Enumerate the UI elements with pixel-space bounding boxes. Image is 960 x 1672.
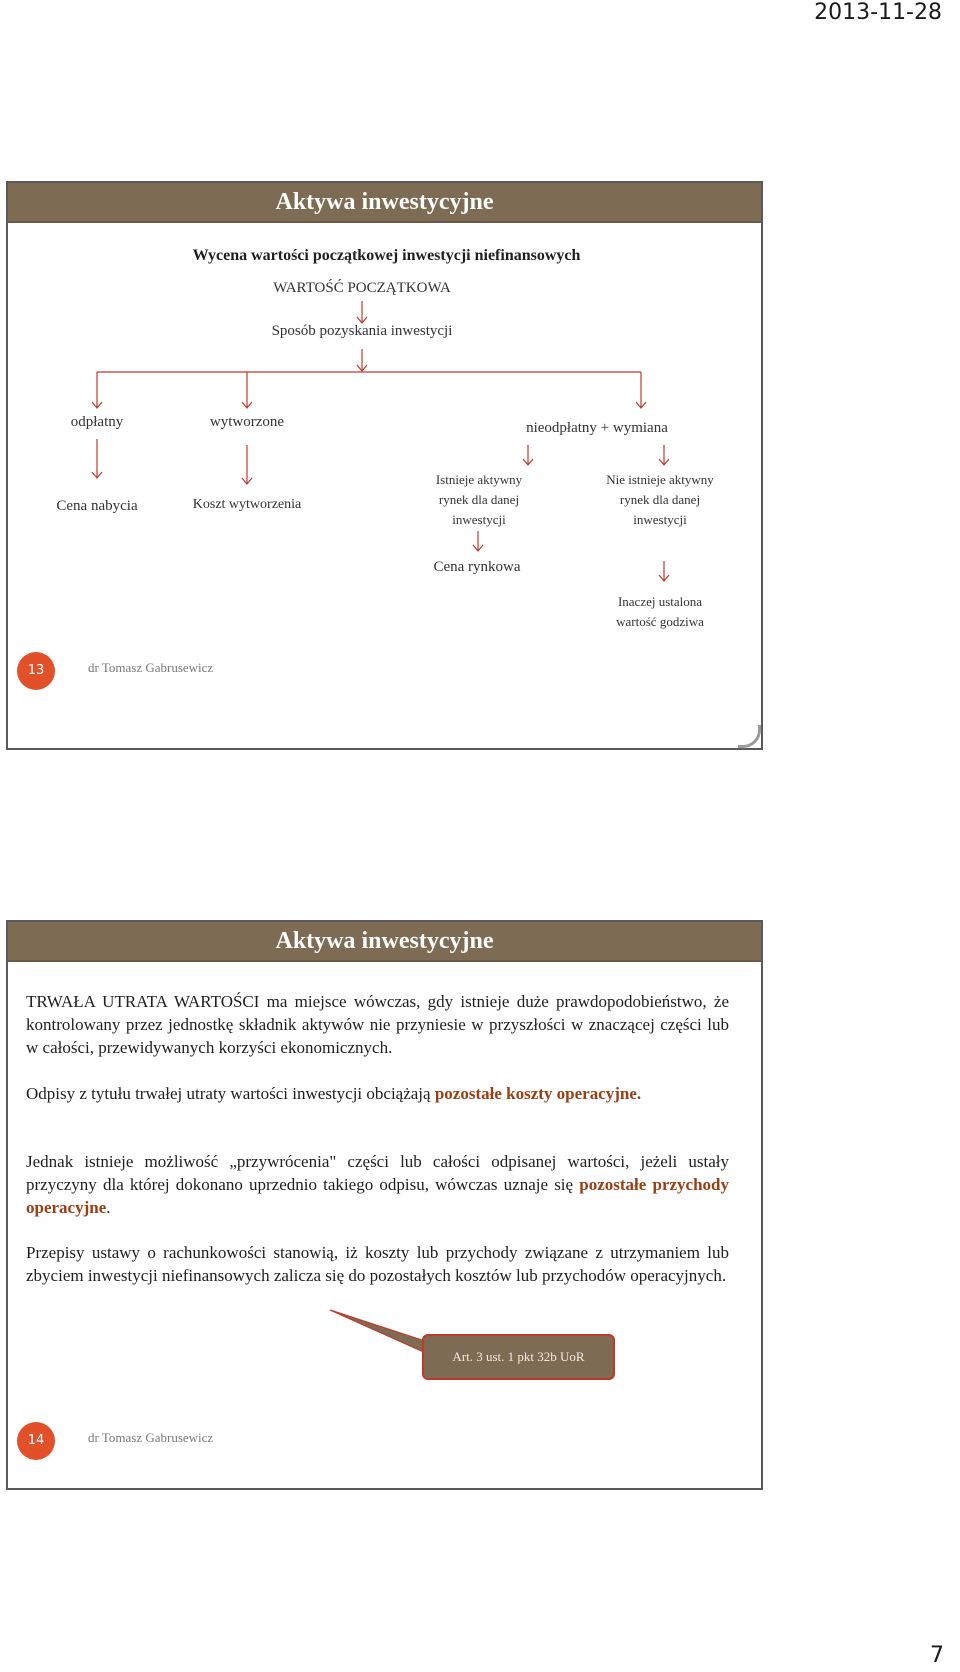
slide-author: dr Tomasz Gabrusewicz	[88, 1430, 214, 1445]
leaf-cena-rynkowa: Cena rynkowa	[433, 559, 521, 575]
slide-13	[6, 181, 763, 750]
leaf-koszt-wytworzenia: Koszt wytworzenia	[192, 497, 302, 512]
highlight-pozostale-przychody: pozostałe przychody operacyjne	[26, 1175, 729, 1217]
leaf-cena-nabycia: Cena nabycia	[56, 498, 138, 514]
slide-number-badge: 13	[17, 652, 55, 690]
slide-author: dr Tomasz Gabrusewicz	[88, 660, 214, 675]
highlight-pozostale-koszty: pozostałe koszty operacyjne.	[434, 1084, 642, 1103]
paragraph-przepisy: Przepisy ustawy o rachunkowości stanowią, iż koszty lub przychody związane z utrzymaniem lub zbyciem inwestycji niefinansowych zalicza się do pozostałych kosztów lub przychodów operacyjnych.	[26, 1243, 729, 1285]
paragraph-text: Odpisy z tytułu trwałej utraty wartości inwestycji obciążają	[26, 1084, 435, 1103]
branch-wytworzone: wytworzone	[209, 414, 285, 430]
leaf-nie-istnieje-rynek: Nie istnieje aktywny rynek dla danej inwestycji	[606, 472, 714, 527]
page-number: 7	[930, 1643, 944, 1668]
slide-title: Aktywa inwestycyjne	[8, 922, 761, 962]
paragraph-end: .	[106, 1198, 111, 1217]
branch-nieodplatny: nieodpłatny + wymiana	[526, 420, 668, 436]
root-node: WARTOŚĆ POCZĄTKOWA	[273, 280, 451, 296]
callout-reference: Art. 3 ust. 1 pkt 32b UoR	[422, 1334, 615, 1380]
slide-title: Aktywa inwestycyjne	[8, 183, 761, 223]
slide-14	[6, 920, 763, 1490]
callout-pointer	[8, 922, 765, 1492]
page-date: 2013-11-28	[814, 0, 942, 25]
paragraph-trwala-utrata: TRWAŁA UTRATA WARTOŚCI ma miejsce wówczas, gdy istnieje duże prawdopodobieństwo, że kontrolowany przez jednostkę składnik aktywów nie przyniesie w przyszłości w znaczącej części lub w całości, przewidywanych korzyści ekonomicznych.	[26, 992, 729, 1057]
diagram-subtitle: Wycena wartości początkowej inwestycji niefinansowych	[192, 247, 581, 264]
leaf-istnieje-rynek: Istnieje aktywny rynek dla danej inwestycji	[435, 472, 523, 527]
paragraph-text: Jednak istnieje możliwość „przywrócenia" części lub całości odpisanej wartości, jeżeli ustały przyczyny dla której dokonano uprzednio takiego odpisu, wówczas uznaje się	[26, 1152, 729, 1194]
branch-odplatny: odpłatny	[70, 414, 124, 430]
leaf-inaczej: Inaczej ustalona wartość godziwa	[616, 594, 704, 629]
method-node: Sposób pozyskania inwestycji	[271, 323, 453, 339]
slide-number-badge: 14	[17, 1422, 55, 1460]
